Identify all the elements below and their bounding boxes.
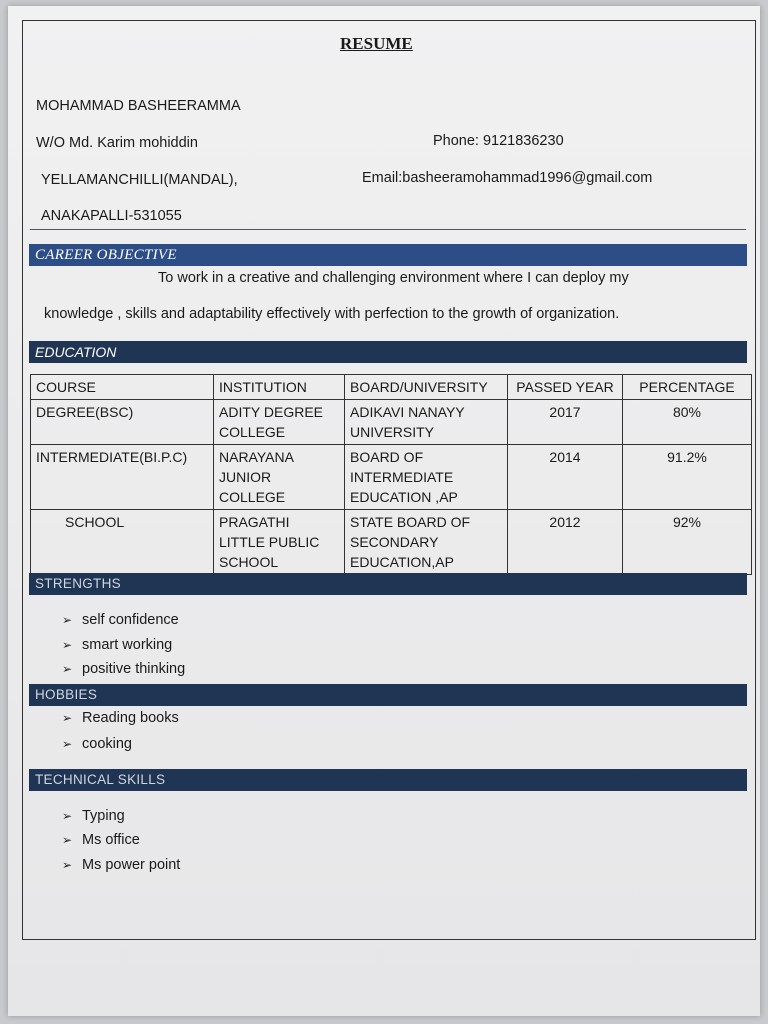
table-header-row [31,375,752,400]
hobbies-heading: HOBBIES [29,684,747,706]
address-line-2: ANAKAPALLI-531055 [41,208,182,224]
list-item [62,832,140,848]
bullet-arrow-icon: ➢ [62,638,73,652]
institution-line: PRAGATHI [219,514,290,530]
resume-title: RESUME [340,34,413,53]
career-objective-line-2: knowledge , skills and adaptability effectively with perfection to the growth of organization. [44,306,620,322]
list-item [62,736,132,752]
skill-text: Typing [82,808,125,824]
board-line: EDUCATION,AP [350,554,454,570]
header-percentage: PERCENTAGE [623,375,752,400]
percentage-cell: 91.2% [623,445,752,510]
institution-line: NARAYANA [219,449,294,465]
board-line: ADIKAVI NANAYY [350,404,465,420]
strength-text: smart working [82,637,173,653]
hobby-text: cooking [82,736,132,752]
applicant-name: MOHAMMAD BASHEERAMMA [36,98,241,114]
table-row [31,400,752,445]
table-row [31,445,752,510]
header-passed-year: PASSED YEAR [508,375,623,400]
institution-line: ADITY DEGREE [219,404,323,420]
relation-line: W/O Md. Karim mohiddin [36,135,198,151]
institution-line: LITTLE PUBLIC [219,534,320,550]
institution-line: SCHOOL [219,554,279,570]
hobby-text: Reading books [82,710,179,726]
course-cell: DEGREE(BSC) [31,400,214,445]
strength-text: self confidence [82,612,179,628]
header-board: BOARD/UNIVERSITY [345,375,508,400]
list-item [62,637,172,653]
technical-skills-heading: TECHNICAL SKILLS [29,769,747,791]
table-row [31,510,752,575]
list-item [62,710,179,726]
board-cell [345,445,508,510]
institution-cell [214,400,345,445]
institution-cell [214,510,345,575]
board-line: UNIVERSITY [350,424,435,440]
bullet-arrow-icon: ➢ [62,833,73,847]
bullet-arrow-icon: ➢ [62,711,73,725]
institution-line: COLLEGE [219,489,286,505]
board-line: STATE BOARD OF [350,514,471,530]
board-cell [345,510,508,575]
strengths-heading: STRENGTHS [29,573,747,595]
list-item [62,661,185,677]
list-item [62,808,125,824]
career-objective-heading: CAREER OBJECTIVE [29,244,747,266]
board-line: INTERMEDIATE [350,469,454,485]
header-course: COURSE [31,375,214,400]
skill-text: Ms office [82,832,140,848]
percentage-cell: 92% [623,510,752,575]
course-cell: INTERMEDIATE(BI.P.C) [31,445,214,510]
board-line: BOARD OF [350,449,424,465]
course-cell: SCHOOL [31,510,214,575]
percentage-cell: 80% [623,400,752,445]
email-address: Email:basheeramohammad1996@gmail.com [362,170,653,186]
institution-cell [214,445,345,510]
board-line: EDUCATION ,AP [350,489,458,505]
skill-text: Ms power point [82,857,181,873]
institution-line: JUNIOR [219,469,272,485]
address-line-1: YELLAMANCHILLI(MANDAL), [41,172,238,188]
header-institution: INSTITUTION [214,375,345,400]
education-table [30,374,752,575]
bullet-arrow-icon: ➢ [62,809,73,823]
bullet-arrow-icon: ➢ [62,737,73,751]
year-cell: 2012 [508,510,623,575]
bullet-arrow-icon: ➢ [62,662,73,676]
bullet-arrow-icon: ➢ [62,858,73,872]
board-cell [345,400,508,445]
year-cell: 2017 [508,400,623,445]
header-divider [30,229,746,230]
phone-number: Phone: 9121836230 [433,133,564,149]
list-item [62,612,179,628]
career-objective-line-1: To work in a creative and challenging environment where I can deploy my [158,270,629,286]
education-heading: EDUCATION [29,341,747,363]
bullet-arrow-icon: ➢ [62,613,73,627]
list-item [62,857,180,873]
institution-line: COLLEGE [219,424,286,440]
strength-text: positive thinking [82,661,186,677]
year-cell: 2014 [508,445,623,510]
board-line: SECONDARY [350,534,439,550]
